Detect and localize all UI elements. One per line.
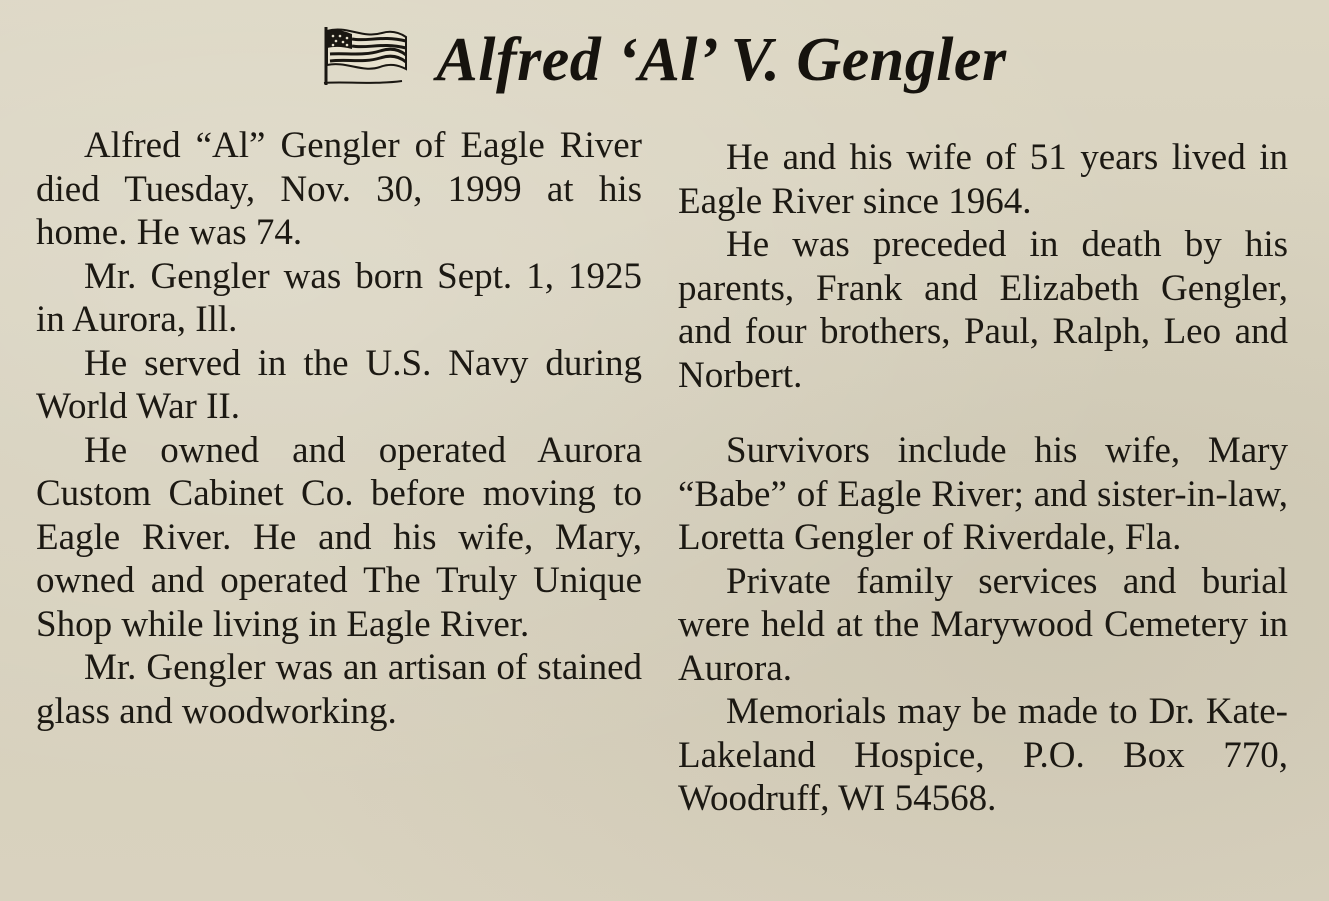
paragraph-navy: He served in the U.S. Navy during World War II.	[36, 342, 642, 427]
paragraph-marriage: He and his wife of 51 years lived in Eagle River since 1964.	[678, 137, 1288, 222]
paragraph-business: He owned and operated Aurora Custom Cabinet Co. before moving to Eagle River. He and his wife, Mary, owned and operated The Truly Unique Shop while living in Eagle River.	[36, 429, 642, 645]
paragraph-death: Alfred “Al” Gengler of Eagle River died Tuesday, Nov. 30, 1999 at his home. He was 74.	[36, 125, 642, 253]
paragraph-artisan: Mr. Gengler was an artisan of stained glass and woodworking.	[36, 647, 642, 732]
obituary-title: Alfred ‘Al’ V. Gengler	[436, 25, 1007, 94]
paragraph-memorials: Memorials may be made to Dr. Kate-Lakeland Hospice, P.O. Box 770, Woodruff, WI 54568.	[678, 691, 1288, 819]
paragraph-birth: Mr. Gengler was born Sept. 1, 1925 in Aurora, Ill.	[36, 255, 642, 340]
paragraph-preceded: He was preceded in death by his parents, Frank and Elizabeth Gengler, and four brothers, Paul, Ralph, Leo and Norbert.	[678, 224, 1288, 396]
right-column	[678, 136, 1288, 821]
paragraph-services: Private family services and burial were held at the Marywood Cemetery in Aurora.	[678, 560, 1288, 689]
obituary-header	[0, 10, 1329, 110]
paragraph-survivors: Survivors include his wife, Mary “Babe” of Eagle River; and sister-in-law, Loretta Gengler of Riverdale, Fla.	[678, 430, 1288, 558]
left-column	[36, 124, 642, 733]
american-flag-icon	[322, 25, 408, 87]
